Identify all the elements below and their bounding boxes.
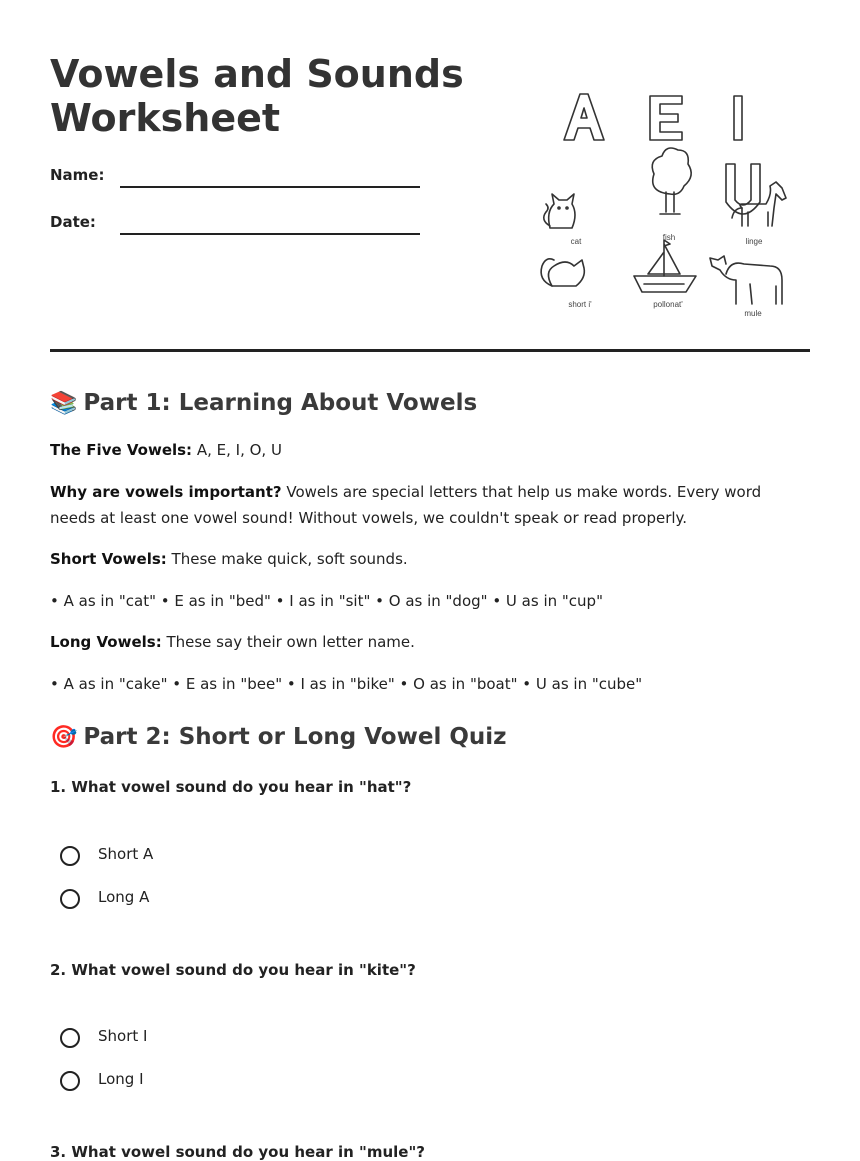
name-field[interactable] (50, 166, 420, 196)
short-vowels-line (50, 546, 810, 572)
books-icon: 📚 (50, 391, 78, 416)
radio-button[interactable] (60, 846, 80, 866)
question-2: 2. What vowel sound do you hear in "kite"? (50, 961, 416, 979)
caption-pollonat: pollonat' (653, 300, 683, 309)
short-vowels-label: Short Vowels: (50, 550, 167, 568)
short-vowels-text: These make quick, soft sounds. (166, 550, 408, 568)
long-vowels-line (50, 629, 810, 655)
why-vowels-label: Why are vowels important? (50, 483, 282, 501)
why-vowels-paragraph (50, 479, 810, 531)
part2-heading-text: Part 2: Short or Long Vowel Quiz (83, 724, 507, 750)
caption-short-i: short i' (568, 300, 592, 309)
radio-button[interactable] (60, 889, 80, 909)
date-line[interactable] (120, 233, 420, 235)
long-vowels-text: These say their own letter name. (161, 633, 415, 651)
five-vowels-label: The Five Vowels: (50, 441, 193, 459)
part1-heading-text: Part 1: Learning About Vowels (83, 390, 478, 416)
target-icon: 🎯 (50, 725, 78, 750)
long-vowels-label: Long Vowels: (50, 633, 162, 651)
name-label: Name: (50, 166, 105, 184)
caption-linge: linge (745, 237, 763, 246)
long-vowels-examples: • A as in "cake" • E as in "bee" • I as in "bike" • O as in "boat" • U as in "cube" (50, 675, 643, 693)
date-field[interactable] (50, 213, 420, 243)
question-3: 3. What vowel sound do you hear in "mule"? (50, 1143, 425, 1161)
five-vowels-line (50, 437, 810, 463)
short-vowels-examples: • A as in "cat" • E as in "bed" • I as in "sit" • O as in "dog" • U as in "cup" (50, 592, 603, 610)
worksheet-title: Vowels and Sounds Worksheet (50, 52, 464, 140)
section-divider (50, 349, 810, 352)
caption-mule: mule (744, 309, 762, 318)
option-label: Long I (98, 1070, 144, 1088)
radio-button[interactable] (60, 1028, 80, 1048)
option-label: Short I (98, 1027, 148, 1045)
option-label: Short A (98, 845, 154, 863)
part1-heading (50, 388, 477, 419)
vowel-illustration (530, 80, 800, 330)
caption-cat: cat (570, 237, 582, 246)
radio-button[interactable] (60, 1071, 80, 1091)
option-label: Long A (98, 888, 150, 906)
part2-heading (50, 722, 507, 753)
name-line[interactable] (120, 186, 420, 188)
caption-fish: fish (662, 233, 676, 242)
five-vowels-text: A, E, I, O, U (192, 441, 282, 459)
why-vowels-text: Vowels are special letters that help us make words. Every word needs at least one vowel sound! Without vowels, we couldn't speak or read properly. (50, 483, 762, 527)
question-1: 1. What vowel sound do you hear in "hat"? (50, 778, 412, 796)
date-label: Date: (50, 213, 96, 231)
